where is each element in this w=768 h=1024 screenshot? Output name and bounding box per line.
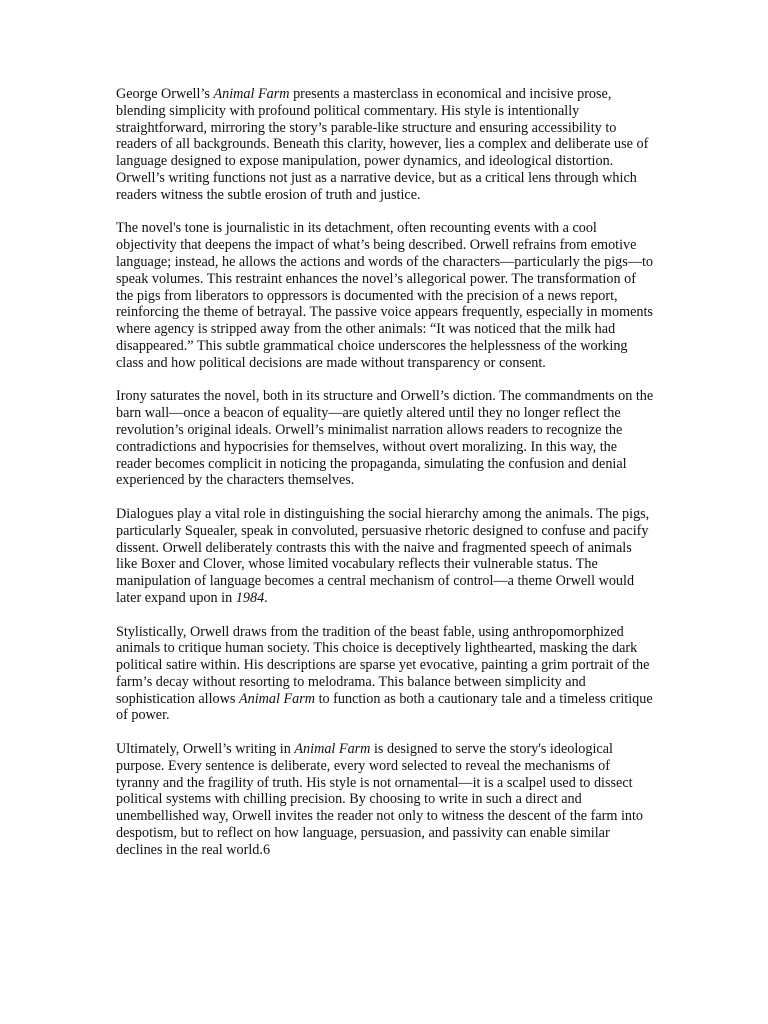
paragraph-dialogues <box>116 506 656 607</box>
paragraph-text: Stylistically, Orwell draws from the tradition of the beast fable, using anthropomorphized animals to critique human society. This choice is deceptively lighthearted, masking the dark political satire within. His descriptions are sparse yet evocative, painting a grim portrait of the farm’s decay without resorting to melodrama. This balance between simplicity and sophistication allows <box>116 623 650 707</box>
paragraph-intro <box>116 86 656 204</box>
paragraph-text: to function as both a cautionary tale and a timeless critique of power. <box>116 690 653 724</box>
book-title-italic: Animal Farm <box>238 690 316 707</box>
book-title-italic: 1984 <box>235 589 265 606</box>
essay-body <box>116 86 656 859</box>
paragraph-conclusion <box>116 741 656 859</box>
paragraph-text: George Orwell’s <box>116 86 214 102</box>
paragraph-text: Dialogues play a vital role in distinguishing the social hierarchy among the animals. The pigs, particularly Squealer, speak in convoluted, persuasive rhetoric designed to confuse and pacify dissent. Orwell deliberately contrasts this with the naive and fragmented speech of animals like Boxer and Clover, whose limited vocabulary reflects their vulnerable status. The manipulation of language becomes a central mechanism of control—a theme Orwell would later expand upon in <box>116 505 650 606</box>
paragraph-text: Ultimately, Orwell’s writing in <box>116 741 295 758</box>
book-title-italic: Animal Farm <box>213 86 290 102</box>
paragraph-irony <box>116 388 656 489</box>
paragraph-style <box>116 624 656 725</box>
book-title-italic: Animal Farm <box>294 741 371 758</box>
paragraph-text: The novel's tone is journalistic in its detachment, often recounting events with a cool objectivity that deepens the impact of what’s being described. Orwell refrains from emotive language; instead, he allows the actions and words of the characters—particularly the pigs—to speak volumes. This restraint enhances the novel’s allegorical power. The transformation of the pigs from liberators to oppressors is documented with the precision of a news report, reinforcing the theme of betrayal. The passive voice appears frequently, especially in moments where agency is stripped away from the other animals: “It was noticed that the milk had disappeared.” This subtle grammatical choice underscores the helplessness of the working class and how political decisions are made without transparency or consent. <box>116 220 653 371</box>
paragraph-text: presents a masterclass in economical and incisive prose, blending simplicity with profound political commentary. His style is intentionally straightforward, mirroring the story’s parable-like structure and ensuring accessibility to readers of all backgrounds. Beneath this clarity, however, lies a complex and deliberate use of language designed to expose manipulation, power dynamics, and ideological distortion. Orwell’s writing functions not just as a narrative device, but as a critical lens through which readers witness the subtle erosion of truth and justice. <box>116 86 649 203</box>
paragraph-text: Irony saturates the novel, both in its structure and Orwell’s diction. The commandments on the barn wall—once a beacon of equality—are quietly altered until they no longer reflect the revolution’s original ideals. Orwell’s minimalist narration allows readers to recognize the contradictions and hypocrisies for themselves, without overt moralizing. In this way, the reader becomes complicit in noticing the propaganda, simulating the confusion and denial experienced by the characters themselves. <box>116 388 654 489</box>
paragraph-text: is designed to serve the story's ideological purpose. Every sentence is deliberate, every word selected to reveal the mechanisms of tyranny and the fragility of truth. His style is not ornamental—it is a scalpel used to dissect political systems with chilling precision. By choosing to write in such a direct and unembellished way, Orwell invites the reader not only to witness the descent of the farm into despotism, but to reflect on how language, persuasion, and passivity can enable similar declines in the real world.6 <box>116 741 644 858</box>
paragraph-tone <box>116 220 656 371</box>
paragraph-text: . <box>264 589 268 606</box>
